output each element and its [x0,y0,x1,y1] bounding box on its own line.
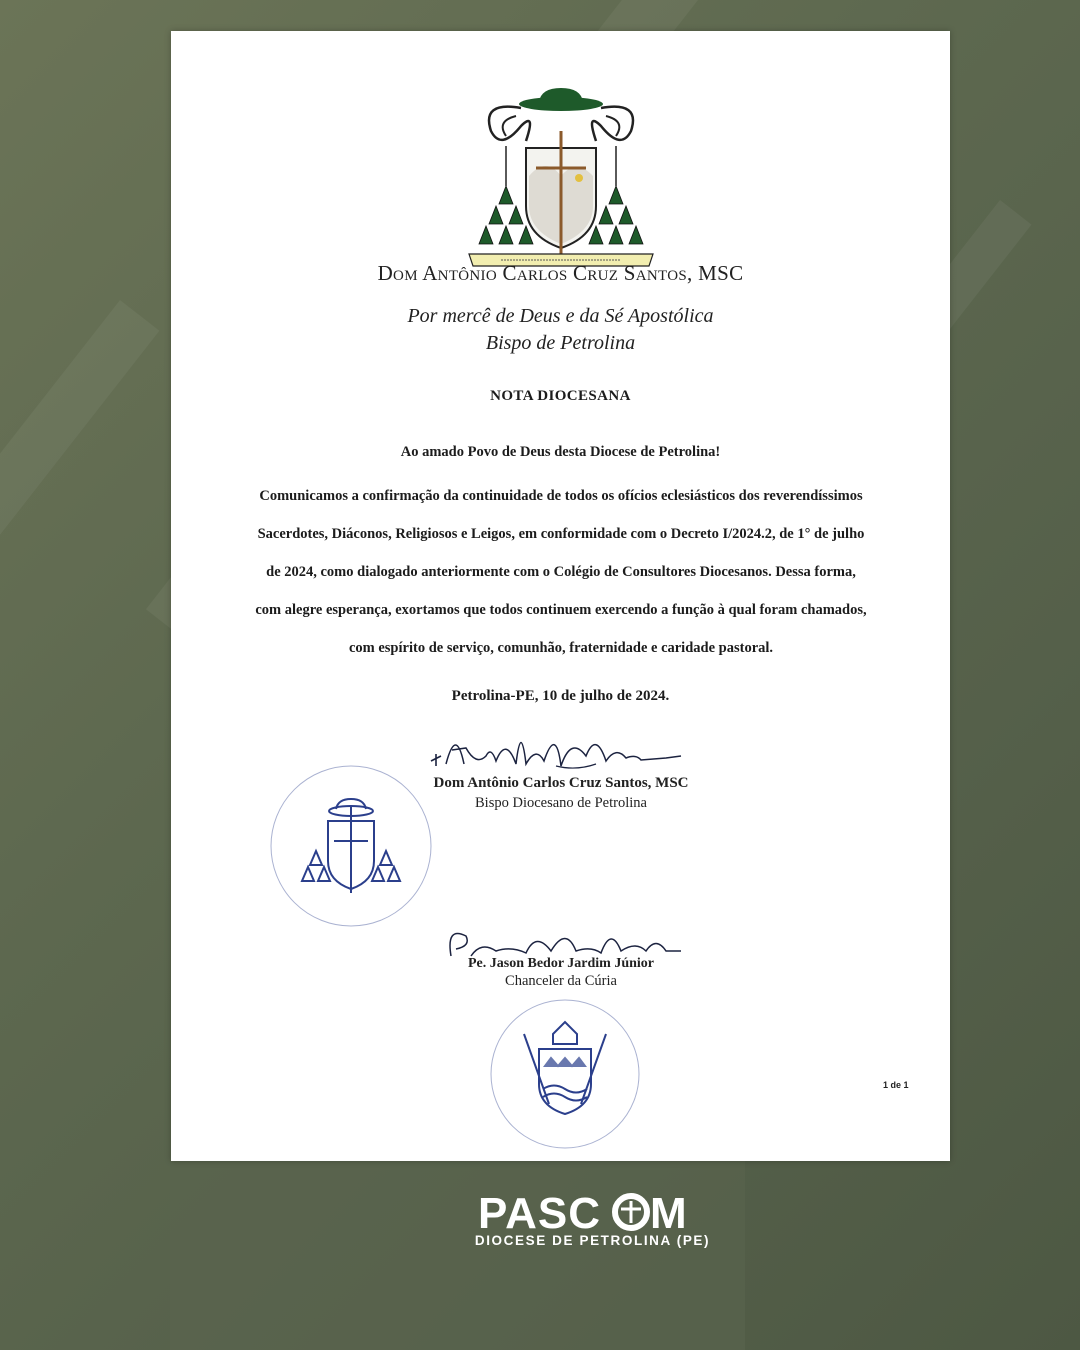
bishop-name-heading: Dom Antônio Carlos Cruz Santos, MSC [377,261,744,285]
subtitle-line-2: Bispo de Petrolina [485,332,636,354]
page-number: 1 de 1 [883,1080,909,1090]
svg-text:M: M [650,1189,687,1236]
body-line: com espírito de serviço, comunhão, fraternidade e caridade pastoral. [348,640,774,656]
document-page [171,31,950,1161]
bishop-signature-role: Bispo Diocesano de Petrolina [475,795,647,811]
pascom-logo-icon [478,1188,708,1236]
note-title: NOTA DIOCESANA [490,388,631,404]
svg-text:PASC: PASC [478,1189,601,1236]
chancellor-signature-role: Chanceler da Cúria [505,973,617,989]
place-date: Petrolina-PE, 10 de julho de 2024. [451,688,670,704]
chancellor-signature-name: Pe. Jason Bedor Jardim Júnior [467,956,655,971]
body-line: Sacerdotes, Diáconos, Religiosos e Leigos, em conformidade com o Decreto I/2024.2, de 1° de julho [257,526,865,542]
curia-seal-icon [479,994,651,1154]
subtitle-line-1: Por mercê de Deus e da Sé Apostólica [407,305,714,327]
background-stripe [0,300,159,1040]
greeting-line: Ao amado Povo de Deus desta Diocese de Petrolina! [400,444,721,460]
body-line: com alegre esperança, exortamos que todos continuem exercendo a função à qual foram chamados, [255,602,867,618]
bishop-signature-icon [426,716,686,781]
body-line: de 2024, como dialogado anteriormente com o Colégio de Consultores Diocesanos. Dessa forma, [266,564,856,580]
brand-subtitle: DIOCESE DE PETROLINA (PE) [474,1233,711,1248]
coat-of-arms-icon [461,86,661,271]
body-line: Comunicamos a confirmação da continuidade de todos os ofícios eclesiásticos dos reverendíssimos [259,488,863,504]
body-text [211,477,911,667]
bishop-subtitle [171,303,950,357]
bishop-signature-name: Dom Antônio Carlos Cruz Santos, MSC [433,775,689,791]
